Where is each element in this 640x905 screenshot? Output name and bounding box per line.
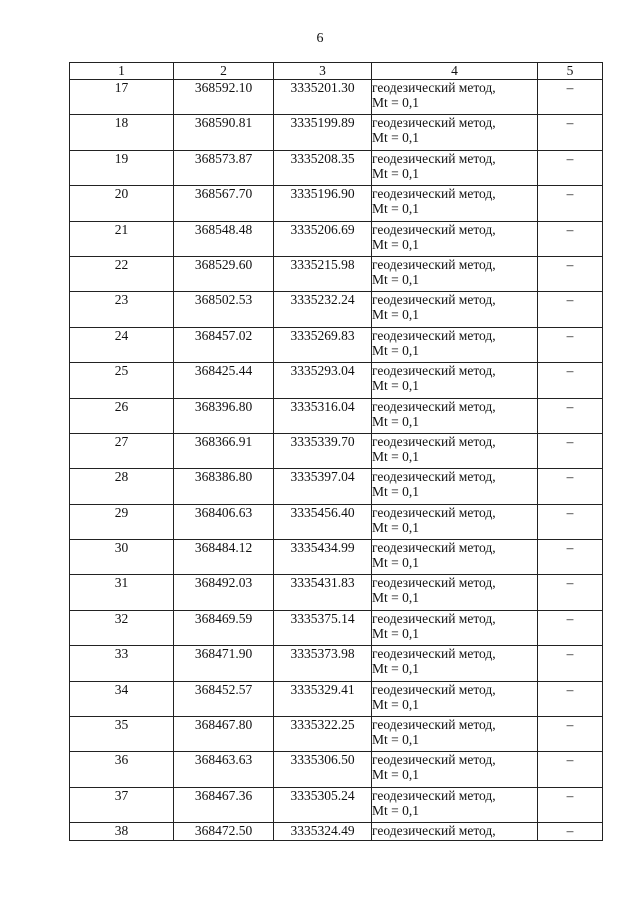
column-5-cell: – [538, 717, 603, 752]
table-row [70, 363, 603, 398]
accuracy-line: Mt = 0,1 [372, 519, 419, 535]
accuracy-line: Mt = 0,1 [372, 767, 419, 783]
method-cell [372, 787, 538, 822]
method-line: геодезический метод, [372, 575, 496, 591]
method-cell [372, 292, 538, 327]
x-coordinate-cell: 368469.59 [174, 610, 274, 645]
accuracy-line: Mt = 0,1 [372, 802, 419, 818]
point-number-cell: 22 [70, 256, 174, 291]
x-coordinate-cell: 368467.80 [174, 717, 274, 752]
method-cell [372, 80, 538, 115]
table-row [70, 115, 603, 150]
table-row [70, 787, 603, 822]
point-number-cell: 26 [70, 398, 174, 433]
y-coordinate-cell: 3335199.89 [274, 115, 372, 150]
x-coordinate-cell: 368471.90 [174, 646, 274, 681]
accuracy-line: Mt = 0,1 [372, 271, 419, 287]
point-number-cell: 33 [70, 646, 174, 681]
method-cell [372, 646, 538, 681]
method-cell [372, 186, 538, 221]
accuracy-line: Mt = 0,1 [372, 130, 419, 146]
x-coordinate-cell: 368457.02 [174, 327, 274, 362]
y-coordinate-cell: 3335208.35 [274, 150, 372, 185]
method-cell [372, 752, 538, 787]
coordinates-table [69, 62, 603, 841]
y-coordinate-cell: 3335305.24 [274, 787, 372, 822]
y-coordinate-cell: 3335232.24 [274, 292, 372, 327]
table-header-row [70, 63, 603, 80]
point-number-cell: 18 [70, 115, 174, 150]
x-coordinate-cell: 368472.50 [174, 823, 274, 841]
point-number-cell: 38 [70, 823, 174, 841]
accuracy-line: Mt = 0,1 [372, 307, 419, 323]
method-line: геодезический метод, [372, 717, 496, 733]
column-header-5: 5 [538, 63, 603, 80]
point-number-cell: 31 [70, 575, 174, 610]
page-number: 6 [316, 31, 324, 46]
column-5-cell: – [538, 504, 603, 539]
method-cell [372, 610, 538, 645]
method-line: геодезический метод, [372, 823, 496, 839]
y-coordinate-cell: 3335215.98 [274, 256, 372, 291]
column-5-cell: – [538, 610, 603, 645]
method-cell [372, 540, 538, 575]
x-coordinate-cell: 368386.80 [174, 469, 274, 504]
method-line: геодезический метод, [372, 610, 496, 626]
x-coordinate-cell: 368396.80 [174, 398, 274, 433]
x-coordinate-cell: 368529.60 [174, 256, 274, 291]
method-line: геодезический метод, [372, 221, 496, 237]
accuracy-line: Mt = 0,1 [372, 448, 419, 464]
column-header-2: 2 [174, 63, 274, 80]
accuracy-line: Mt = 0,1 [372, 201, 419, 217]
point-number-cell: 21 [70, 221, 174, 256]
y-coordinate-cell: 3335324.49 [274, 823, 372, 841]
table-row [70, 717, 603, 752]
method-line: геодезический метод, [372, 504, 496, 520]
column-5-cell: – [538, 221, 603, 256]
x-coordinate-cell: 368463.63 [174, 752, 274, 787]
y-coordinate-cell: 3335201.30 [274, 80, 372, 115]
table-row [70, 469, 603, 504]
method-line: геодезический метод, [372, 433, 496, 449]
table-row [70, 433, 603, 468]
table-row [70, 150, 603, 185]
point-number-cell: 27 [70, 433, 174, 468]
table-row [70, 80, 603, 115]
point-number-cell: 35 [70, 717, 174, 752]
method-line: геодезический метод, [372, 646, 496, 662]
table-row [70, 646, 603, 681]
column-5-cell: – [538, 186, 603, 221]
table-row [70, 327, 603, 362]
method-cell [372, 221, 538, 256]
column-5-cell: – [538, 575, 603, 610]
method-cell [372, 823, 538, 841]
accuracy-line: Mt = 0,1 [372, 378, 419, 394]
table-row [70, 186, 603, 221]
accuracy-line: Mt = 0,1 [372, 484, 419, 500]
column-header-3: 3 [274, 63, 372, 80]
method-line: геодезический метод, [372, 150, 496, 166]
point-number-cell: 28 [70, 469, 174, 504]
point-number-cell: 20 [70, 186, 174, 221]
column-5-cell: – [538, 115, 603, 150]
method-line: геодезический метод, [372, 398, 496, 414]
method-cell [372, 681, 538, 716]
table-row [70, 221, 603, 256]
method-line: геодезический метод, [372, 469, 496, 485]
x-coordinate-cell: 368548.48 [174, 221, 274, 256]
x-coordinate-cell: 368567.70 [174, 186, 274, 221]
column-5-cell: – [538, 327, 603, 362]
column-5-cell: – [538, 787, 603, 822]
table-row [70, 540, 603, 575]
y-coordinate-cell: 3335322.25 [274, 717, 372, 752]
column-header-4: 4 [372, 63, 538, 80]
accuracy-line: Mt = 0,1 [372, 625, 419, 641]
method-cell [372, 150, 538, 185]
table-row [70, 256, 603, 291]
column-5-cell: – [538, 433, 603, 468]
method-cell [372, 363, 538, 398]
column-5-cell: – [538, 292, 603, 327]
method-line: геодезический метод, [372, 256, 496, 272]
accuracy-line: Mt = 0,1 [372, 165, 419, 181]
column-5-cell: – [538, 681, 603, 716]
method-cell [372, 575, 538, 610]
point-number-cell: 19 [70, 150, 174, 185]
column-5-cell: – [538, 363, 603, 398]
table-row [70, 610, 603, 645]
accuracy-line: Mt = 0,1 [372, 590, 419, 606]
x-coordinate-cell: 368425.44 [174, 363, 274, 398]
x-coordinate-cell: 368492.03 [174, 575, 274, 610]
point-number-cell: 17 [70, 80, 174, 115]
point-number-cell: 36 [70, 752, 174, 787]
y-coordinate-cell: 3335196.90 [274, 186, 372, 221]
method-cell [372, 256, 538, 291]
x-coordinate-cell: 368590.81 [174, 115, 274, 150]
method-line: геодезический метод, [372, 681, 496, 697]
column-header-1: 1 [70, 63, 174, 80]
x-coordinate-cell: 368592.10 [174, 80, 274, 115]
x-coordinate-cell: 368467.36 [174, 787, 274, 822]
column-5-cell: – [538, 150, 603, 185]
accuracy-line: Mt = 0,1 [372, 236, 419, 252]
table-row [70, 681, 603, 716]
table-row [70, 504, 603, 539]
point-number-cell: 34 [70, 681, 174, 716]
y-coordinate-cell: 3335269.83 [274, 327, 372, 362]
accuracy-line: Mt = 0,1 [372, 95, 419, 110]
point-number-cell: 37 [70, 787, 174, 822]
x-coordinate-cell: 368484.12 [174, 540, 274, 575]
column-5-cell: – [538, 80, 603, 115]
method-line: геодезический метод, [372, 752, 496, 768]
point-number-cell: 32 [70, 610, 174, 645]
method-line: геодезический метод, [372, 186, 496, 202]
method-line: геодезический метод, [372, 115, 496, 131]
method-cell [372, 115, 538, 150]
y-coordinate-cell: 3335434.99 [274, 540, 372, 575]
y-coordinate-cell: 3335293.04 [274, 363, 372, 398]
accuracy-line: Mt = 0,1 [372, 661, 419, 677]
column-5-cell: – [538, 398, 603, 433]
y-coordinate-cell: 3335373.98 [274, 646, 372, 681]
y-coordinate-cell: 3335306.50 [274, 752, 372, 787]
point-number-cell: 24 [70, 327, 174, 362]
x-coordinate-cell: 368452.57 [174, 681, 274, 716]
y-coordinate-cell: 3335329.41 [274, 681, 372, 716]
method-cell [372, 398, 538, 433]
method-cell [372, 327, 538, 362]
method-cell [372, 433, 538, 468]
point-number-cell: 25 [70, 363, 174, 398]
method-cell [372, 469, 538, 504]
column-5-cell: – [538, 752, 603, 787]
accuracy-line: Mt = 0,1 [372, 732, 419, 748]
column-5-cell: – [538, 256, 603, 291]
y-coordinate-cell: 3335456.40 [274, 504, 372, 539]
y-coordinate-cell: 3335339.70 [274, 433, 372, 468]
accuracy-line: Mt = 0,1 [372, 413, 419, 429]
x-coordinate-cell: 368406.63 [174, 504, 274, 539]
point-number-cell: 30 [70, 540, 174, 575]
method-line: геодезический метод, [372, 327, 496, 343]
column-5-cell: – [538, 540, 603, 575]
accuracy-line: Mt = 0,1 [372, 342, 419, 358]
method-line: геодезический метод, [372, 787, 496, 803]
y-coordinate-cell: 3335431.83 [274, 575, 372, 610]
method-line: геодезический метод, [372, 80, 496, 95]
y-coordinate-cell: 3335206.69 [274, 221, 372, 256]
y-coordinate-cell: 3335397.04 [274, 469, 372, 504]
method-line: геодезический метод, [372, 292, 496, 308]
point-number-cell: 23 [70, 292, 174, 327]
column-5-cell: – [538, 823, 603, 841]
y-coordinate-cell: 3335375.14 [274, 610, 372, 645]
table-row [70, 752, 603, 787]
x-coordinate-cell: 368573.87 [174, 150, 274, 185]
table-row [70, 292, 603, 327]
column-5-cell: – [538, 646, 603, 681]
accuracy-line: Mt = 0,1 [372, 696, 419, 712]
table-row [70, 823, 603, 841]
accuracy-line: Mt = 0,1 [372, 555, 419, 571]
x-coordinate-cell: 368366.91 [174, 433, 274, 468]
method-line: геодезический метод, [372, 540, 496, 556]
y-coordinate-cell: 3335316.04 [274, 398, 372, 433]
column-5-cell: – [538, 469, 603, 504]
table-row [70, 398, 603, 433]
method-cell [372, 717, 538, 752]
point-number-cell: 29 [70, 504, 174, 539]
method-cell [372, 504, 538, 539]
x-coordinate-cell: 368502.53 [174, 292, 274, 327]
method-line: геодезический метод, [372, 363, 496, 379]
table-row [70, 575, 603, 610]
